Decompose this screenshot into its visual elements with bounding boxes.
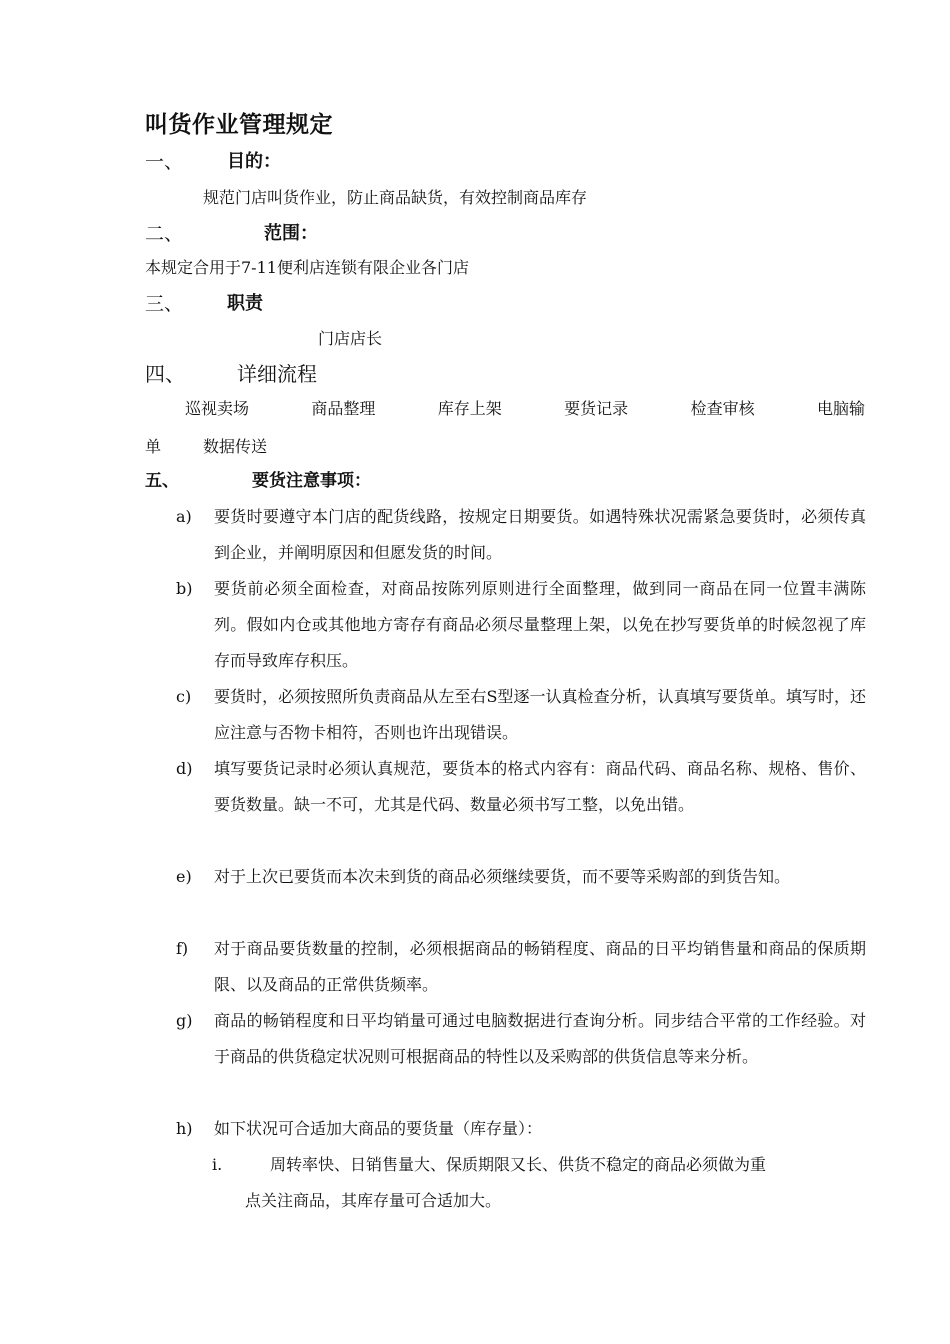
list-item-text: 填写要货记录时必须认真规范，要货本的格式内容有：商品代码、商品名称、规格、售价、要货数量。缺一不可，尤其是代码、数量必须书写工整，以免出错。 [214,759,866,814]
list-item-text: 如下状况可合适加大商品的要货量（库存量）： [214,1119,543,1138]
list-item-label: e) [176,867,192,886]
list-item-label: a) [176,507,192,526]
list-item [176,571,866,679]
process-step: 电脑输 [816,399,865,418]
sub-list-item-label: i. [212,1155,223,1174]
section-5-number: 五、 [145,471,179,491]
section-2-number: 二、 [145,223,184,245]
list-item [176,499,866,571]
section-3-heading: 职责 [227,293,263,314]
section-4-number: 四、 [145,362,185,386]
process-step: 库存上架 [437,399,502,418]
document-title: 叫货作业管理规定 [145,112,333,138]
process-step: 商品整理 [311,399,376,418]
list-item-text: 要货时，必须按照所负责商品从左至右S型逐一认真检查分析，认真填写要货单。填写时，还应注意与否物卡相符，否则也许出现错误。 [214,687,866,742]
section-1-text: 规范门店叫货作业，防止商品缺货，有效控制商品库存 [203,188,588,207]
section-1-heading: 目的： [227,151,281,172]
list-item [176,931,866,1003]
section-2-heading: 范围： [264,223,318,244]
section-3-number: 三、 [145,293,184,315]
section-1-number: 一、 [145,151,184,173]
process-step: 巡视卖场 [185,399,250,418]
section-4-heading: 详细流程 [237,362,317,386]
sub-list-item-text-continued: 点关注商品，其库存量可合适加大。 [245,1191,502,1210]
list-item-text: 要货时要遵守本门店的配货线路，按规定日期要货。如遇特殊状况需紧急要货时，必须传真到企业，并阐明原因和但愿发货的时间。 [214,507,866,562]
list-item-label: c) [176,687,192,706]
list-item-label: b) [176,579,193,598]
list-item-text: 对于上次已要货而本次未到货的商品必须继续要货，而不要等采购部的到货告知。 [214,867,791,886]
list-item-text: 商品的畅销程度和日平均销量可通过电脑数据进行查询分析。同步结合平常的工作经验。对于商品的供货稳定状况则可根据商品的特性以及采购部的供货信息等来分析。 [214,1011,866,1066]
process-step: 数据传送 [203,437,268,456]
process-step: 要货记录 [564,399,629,418]
list-item [176,1111,866,1147]
sub-list-item-text: 周转率快、日销售量大、保质期限又长、供货不稳定的商品必须做为重 [270,1155,767,1174]
section-3-text: 门店店长 [318,329,383,348]
list-item-label: f) [176,939,189,958]
process-step: 检查审核 [690,399,755,418]
list-item-text: 要货前必须全面检查，对商品按陈列原则进行全面整理，做到同一商品在同一位置丰满陈列。假如内仓或其他地方寄存有商品必须尽量整理上架，以免在抄写要货单的时候忽视了库存而导致库存积压。 [214,579,866,670]
list-item [176,859,866,895]
section-2-text: 本规定合用于7-11便利店连锁有限企业各门店 [145,258,469,277]
list-item [176,751,866,823]
list-item-text: 对于商品要货数量的控制，必须根据商品的畅销程度、商品的日平均销售量和商品的保质期限、以及商品的正常供货频率。 [214,939,866,994]
section-5-heading: 要货注意事项： [252,471,371,491]
list-item [176,1003,866,1075]
process-step: 单 [145,437,162,456]
list-item-label: h) [176,1119,193,1138]
process-steps-row [185,397,865,421]
list-item-label: d) [176,759,193,778]
list-item-label: g) [176,1011,193,1030]
sub-list-item [212,1147,866,1219]
list-item [176,679,866,751]
